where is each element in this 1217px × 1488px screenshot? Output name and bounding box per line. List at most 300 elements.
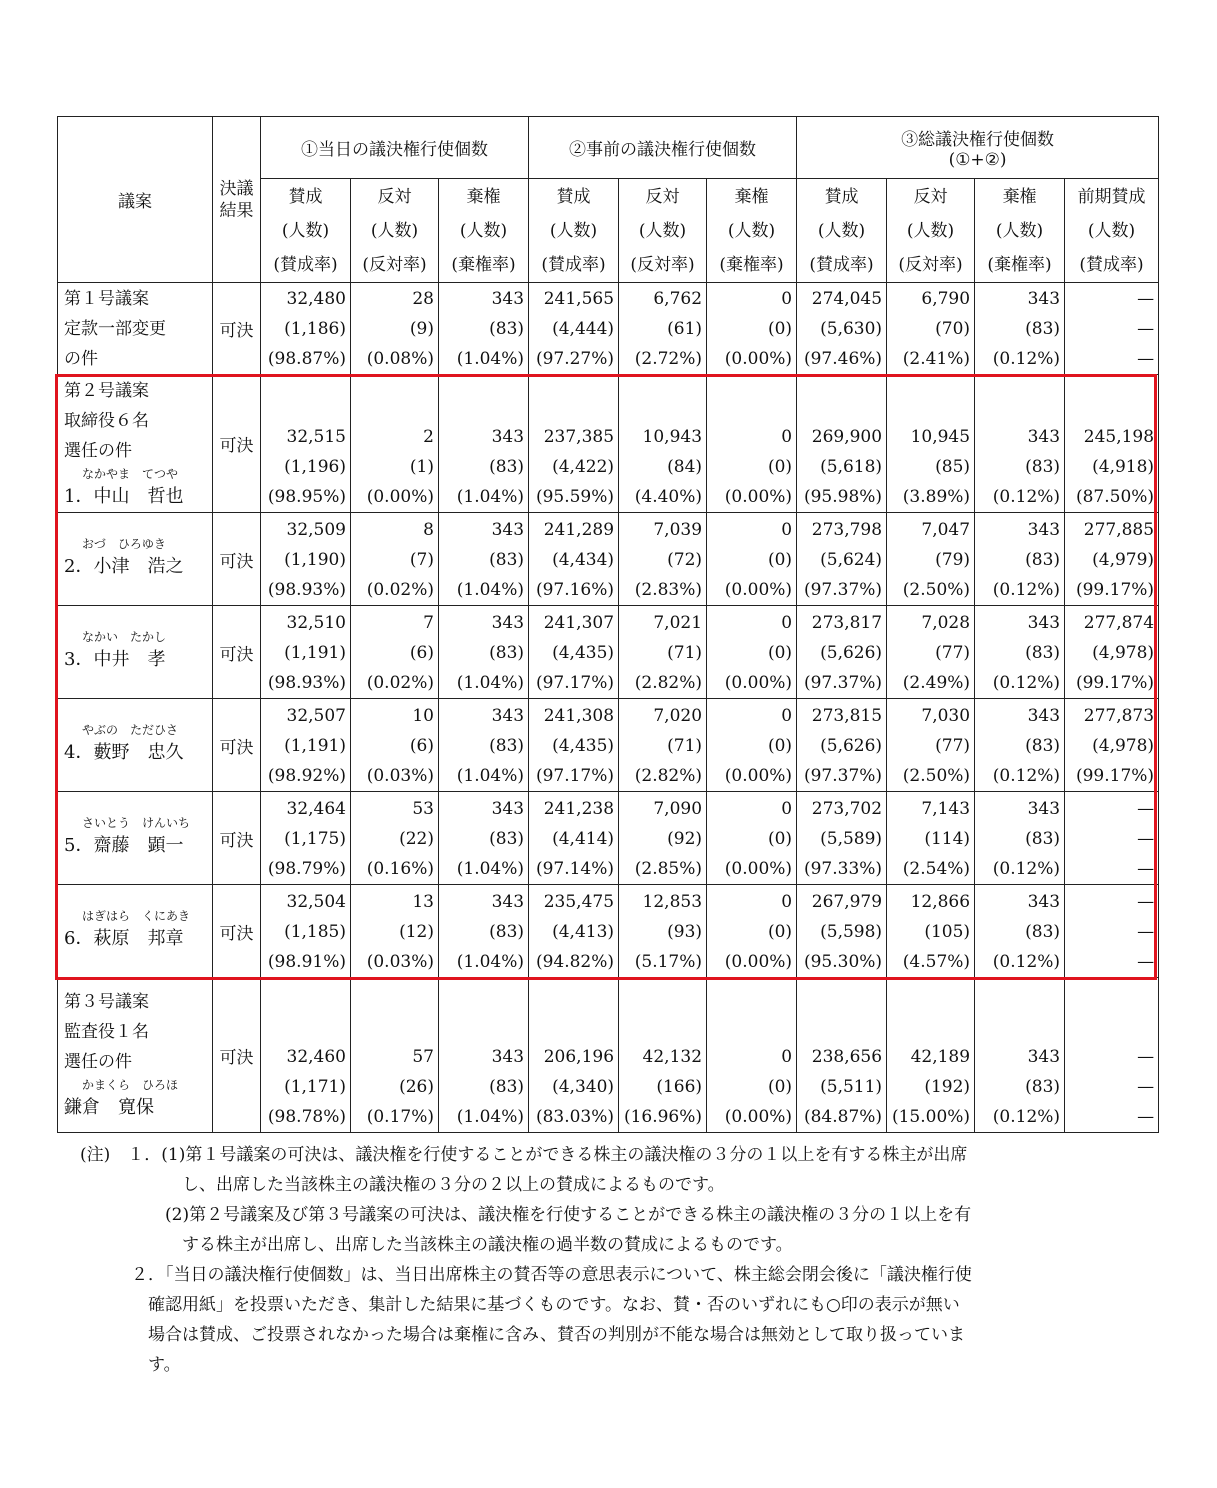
value-text: (0.02%) [366,580,434,600]
value-text: (1,190) [284,550,346,570]
value-cell [1065,792,1159,885]
value-cell [975,978,1065,1133]
value-text: (1.04%) [456,580,525,600]
value-text: (0.00%) [724,952,793,972]
value-text: (1.04%) [456,859,525,879]
value-text: (98.95%) [267,487,346,507]
name-reading: かまくら ひろほ [82,1078,179,1092]
value-cell [797,978,887,1133]
value-text: 241,307 [543,613,615,633]
candidate-name: 鎌倉 寛保 [64,1097,154,1118]
subheader-text: (人数) [459,220,508,241]
value-cell [529,513,619,606]
value-text: (98.79%) [267,859,346,879]
value-text: (4,435) [552,736,615,756]
subheader-text: (棄権率) [719,254,784,275]
header-group-advance: ②事前の議決権行使個数 [529,117,797,179]
value-text: 343 [1027,427,1061,447]
value-text: (0.00%) [724,673,793,693]
value-text: (1.04%) [456,487,525,507]
agenda-cell [58,283,213,375]
value-text: 343 [1027,613,1061,633]
subheader-against [887,179,975,283]
agenda-cell [58,699,213,792]
agenda-cell [58,375,213,513]
value-text: (84) [667,457,703,477]
value-text: (1.04%) [456,673,525,693]
table-row [58,375,1159,513]
table-row [58,699,1159,792]
value-cell [439,885,529,978]
value-cell [351,978,439,1133]
value-text: (97.27%) [535,349,615,369]
note-line: (2)第２号議案及び第３号議案の可決は、議決権を行使することができる株主の議決権の３分の１以上を有 [80,1205,972,1225]
value-text: (83) [1025,457,1061,477]
value-text: 6,762 [653,289,703,309]
value-cell [887,513,975,606]
value-cell [707,699,797,792]
value-text: (0) [767,922,793,942]
value-text: (5.17%) [634,952,703,972]
value-cell [529,978,619,1133]
value-text: (1,186) [284,319,346,339]
value-cell [1065,978,1159,1133]
subheader-text: (棄権率) [451,254,516,275]
value-cell [797,792,887,885]
value-text: (92) [667,829,703,849]
note-line: (注) １．(1)第１号議案の可決は、議決権を行使することができる株主の議決権の３分の１以上を有する株主が出席 [80,1145,968,1165]
value-text: (98.87%) [267,349,346,369]
subheader-against [351,179,439,283]
value-text: (83) [1025,829,1061,849]
value-cell [707,513,797,606]
value-text: 7,021 [653,613,703,633]
value-text: (79) [935,550,971,570]
value-text: 274,045 [811,289,883,309]
value-text: 12,853 [642,892,703,912]
subheader-text: 賛成 [288,186,323,207]
subheader-abstain [975,179,1065,283]
value-cell [975,375,1065,513]
value-text: (1.04%) [456,952,525,972]
voting-results-table [57,116,1159,1133]
value-text: (4,434) [552,550,615,570]
value-cell [707,606,797,699]
value-text: (95.98%) [803,487,883,507]
value-text: (83) [1025,643,1061,663]
header-result: 決議結果 [213,117,261,283]
value-text: 32,464 [286,799,346,819]
value-text: 42,189 [910,1047,971,1067]
value-text: (99.17%) [1075,580,1155,600]
value-text: (4,422) [552,457,615,477]
subheader-text: 棄権 [734,186,769,207]
value-cell [619,606,707,699]
value-text: (83) [1025,736,1061,756]
value-text: 343 [491,892,525,912]
value-text: (95.59%) [535,487,615,507]
value-cell [529,283,619,375]
subheader-abstain [707,179,797,283]
value-text: 7,028 [921,613,971,633]
value-text: (5,624) [820,550,883,570]
value-text: 235,475 [543,892,615,912]
value-text: (4,435) [552,643,615,663]
value-text: (77) [935,643,971,663]
subheader-text: (人数) [1087,220,1136,241]
value-cell [797,283,887,375]
agenda-label: 第２号議案 [64,380,149,401]
value-cell [707,792,797,885]
subheader-text: (人数) [906,220,955,241]
value-text: 267,979 [811,892,883,912]
candidate-name: 1．中山 哲也 [64,485,184,507]
value-cell [261,885,351,978]
value-cell [975,699,1065,792]
value-text: (98.78%) [267,1107,346,1127]
value-text: (5,598) [820,922,883,942]
value-text: (71) [667,643,703,663]
subheader-text: (人数) [549,220,598,241]
subheader-text: (反対率) [630,254,695,275]
value-text: (97.16%) [535,580,615,600]
value-cell [707,375,797,513]
subheader-text: (人数) [727,220,776,241]
value-text: (6) [409,736,434,756]
value-text: — [1137,799,1155,819]
value-cell [619,375,707,513]
result-cell: 可決 [213,978,261,1133]
value-text: (0.12%) [992,766,1061,786]
subheader-text: (賛成率) [809,254,874,275]
value-cell [439,283,529,375]
value-text: (0.12%) [992,673,1061,693]
value-text: 0 [781,1047,793,1067]
value-text: 241,238 [543,799,615,819]
value-text: (97.37%) [803,580,883,600]
value-text: (83) [1025,319,1061,339]
header-group-total [797,117,1159,179]
value-text: (83) [1025,922,1061,942]
value-cell [351,606,439,699]
table-row [58,792,1159,885]
value-cell [351,513,439,606]
value-text: (4,444) [552,319,615,339]
subheader-text: 前期賛成 [1077,186,1146,207]
name-reading: なかやま てつや [82,466,179,481]
value-text: 343 [491,799,525,819]
value-text: (0.00%) [724,1107,793,1127]
value-text: 238,656 [811,1047,883,1067]
value-text: (15.00%) [891,1107,971,1127]
value-text: (4,978) [1092,643,1155,663]
value-text: 57 [412,1047,434,1067]
value-text: (83) [489,643,525,663]
value-text: (5,630) [820,319,883,339]
value-text: (4,413) [552,922,615,942]
value-text: (22) [399,829,434,849]
value-text: 10 [412,706,434,726]
value-cell [619,978,707,1133]
value-text: (0) [767,319,793,339]
value-cell [887,283,975,375]
candidate-name: 5．齋藤 顕一 [64,835,184,856]
value-text: (97.17%) [535,673,615,693]
value-text: — [1137,922,1155,942]
value-text: 53 [412,799,434,819]
value-text: 7,020 [653,706,703,726]
value-text: (95.30%) [803,952,883,972]
value-text: — [1137,349,1155,369]
value-text: (4,978) [1092,736,1155,756]
value-text: (83) [489,829,525,849]
value-text: (0.00%) [724,580,793,600]
value-text: — [1137,1047,1155,1067]
subheader-text: (賛成率) [273,254,338,275]
value-text: (97.33%) [803,859,883,879]
value-cell [1065,375,1159,513]
value-text: 269,900 [811,427,883,447]
value-text: (98.93%) [267,580,346,600]
value-cell [887,885,975,978]
value-text: 6,790 [921,289,971,309]
value-cell [619,885,707,978]
value-text: 245,198 [1083,427,1155,447]
candidate-name: 6．萩原 邦章 [64,928,184,949]
value-cell [439,699,529,792]
value-text: 273,815 [811,706,883,726]
value-cell [529,606,619,699]
note-line: 場合は賛成、ご投票されなかった場合は棄権に含み、賛否の判別が不能な場合は無効として取り扱っていま [80,1325,966,1345]
table-row [58,885,1159,978]
value-text: (0.00%) [724,766,793,786]
value-text: (2.50%) [902,766,971,786]
value-cell [797,606,887,699]
value-cell [261,699,351,792]
value-text: 32,460 [286,1047,346,1067]
subheader-text: 賛成 [824,186,859,207]
value-text: 0 [781,706,793,726]
value-text: 343 [1027,520,1061,540]
value-text: 241,565 [543,289,615,309]
agenda-label: 取締役６名 [64,410,149,431]
table-row [58,606,1159,699]
value-cell [1065,699,1159,792]
value-text: (2.82%) [634,673,703,693]
value-text: (0.12%) [992,349,1061,369]
value-cell [887,792,975,885]
subheader-text: 反対 [913,186,948,207]
value-text: (2.82%) [634,766,703,786]
value-text: (70) [935,319,971,339]
value-text: (83.03%) [535,1107,615,1127]
value-text: 237,385 [543,427,615,447]
value-text: 277,873 [1083,706,1155,726]
value-text: (1,191) [284,736,346,756]
value-cell [707,978,797,1133]
subheader-text: (人数) [281,220,330,241]
value-text: (97.17%) [535,766,615,786]
value-text: (0.00%) [724,859,793,879]
subheader-against [619,179,707,283]
subheader-for [797,179,887,283]
value-text: (97.37%) [803,766,883,786]
subheader-text: (人数) [817,220,866,241]
agenda-cell [58,885,213,978]
value-text: (105) [924,922,971,942]
value-text: (0.03%) [366,766,434,786]
value-text: (0.02%) [366,673,434,693]
subheader-text: 反対 [645,186,680,207]
value-cell [707,885,797,978]
value-text: (0.12%) [992,952,1061,972]
value-text: 7,030 [921,706,971,726]
value-text: (2.54%) [902,859,971,879]
subheader-text: (人数) [995,220,1044,241]
value-text: 343 [1027,289,1061,309]
agenda-label: の件 [64,348,98,369]
value-cell [797,375,887,513]
subheader-for [261,179,351,283]
agenda-label: 定款一部変更 [64,318,166,339]
value-text: (4,414) [552,829,615,849]
value-text: (0.08%) [366,349,434,369]
value-text: (0.03%) [366,952,434,972]
value-text: (114) [924,829,971,849]
value-text: (0) [767,736,793,756]
value-text: (1) [409,457,434,477]
value-cell [619,699,707,792]
value-cell [619,792,707,885]
value-text: (7) [409,550,434,570]
value-text: 343 [1027,799,1061,819]
value-text: (87.50%) [1075,487,1155,507]
value-cell [619,513,707,606]
value-text: (1,191) [284,643,346,663]
value-cell [351,792,439,885]
value-text: (9) [409,319,434,339]
value-text: 7,090 [653,799,703,819]
value-cell [529,375,619,513]
value-text: (0.16%) [366,859,434,879]
agenda-label: 第３号議案 [64,992,149,1012]
value-text: 241,289 [543,520,615,540]
value-text: (83) [489,922,525,942]
subheader-text: (反対率) [898,254,963,275]
value-cell [261,513,351,606]
value-cell [707,283,797,375]
value-cell [439,978,529,1133]
value-text: 277,885 [1083,520,1155,540]
subheader-abstain [439,179,529,283]
candidate-name: 2．小津 浩之 [64,556,184,577]
value-text: (83) [1025,1077,1061,1097]
value-text: (97.14%) [535,859,615,879]
value-text: 241,308 [543,706,615,726]
value-text: 7,039 [653,520,703,540]
value-cell [975,513,1065,606]
value-text: 32,504 [286,892,346,912]
value-text: (4.57%) [902,952,971,972]
table-row [58,283,1159,375]
value-text: (26) [399,1077,434,1097]
value-text: (83) [1025,550,1061,570]
value-text: — [1137,892,1155,912]
value-cell [439,606,529,699]
value-text: (0) [767,1077,793,1097]
agenda-cell [58,792,213,885]
value-cell [887,978,975,1133]
value-cell [1065,283,1159,375]
note-line: する株主が出席し、出席した当該株主の議決権の過半数の賛成によるものです。 [80,1235,793,1255]
result-cell: 可決 [213,885,261,978]
value-cell [975,792,1065,885]
value-cell [351,885,439,978]
value-text: (0.00%) [366,487,434,507]
value-text: (0) [767,550,793,570]
value-cell [619,283,707,375]
subheader-text: (棄権率) [987,254,1052,275]
value-text: — [1137,829,1155,849]
value-cell [1065,885,1159,978]
agenda-label: 選任の件 [64,1052,132,1072]
value-text: — [1137,1077,1155,1097]
value-text: (0.17%) [366,1107,434,1127]
header-group-total-line2: (①+②) [948,150,1007,170]
name-reading: やぶの ただひさ [82,723,179,737]
value-cell [261,792,351,885]
value-text: 343 [1027,1047,1061,1067]
agenda-cell [58,978,213,1133]
value-cell [261,606,351,699]
subheader-text: 賛成 [556,186,591,207]
value-cell [975,885,1065,978]
value-text: (99.17%) [1075,673,1155,693]
note-line: ２．「当日の議決権行使個数」は、当日出席株主の賛否等の意思表示について、株主総会閉会後に「議決権行使 [80,1265,972,1285]
agenda-cell [58,513,213,606]
value-text: 13 [412,892,434,912]
value-text: — [1137,859,1155,879]
value-text: 277,874 [1083,613,1155,633]
candidate-name: 3．中井 孝 [64,649,166,670]
value-text: 273,798 [811,520,883,540]
value-text: 206,196 [543,1047,615,1067]
value-text: (4,979) [1092,550,1155,570]
value-text: 32,509 [286,520,346,540]
value-text: 42,132 [642,1047,703,1067]
header-group-same-day: ①当日の議決権行使個数 [261,117,529,179]
name-reading: さいとう けんいち [82,816,191,830]
value-text: 343 [491,613,525,633]
value-text: (83) [489,457,525,477]
value-cell [351,375,439,513]
agenda-cell [58,606,213,699]
value-text: (5,589) [820,829,883,849]
agenda-label: 第１号議案 [64,288,149,309]
name-reading: おづ ひろゆき [82,537,166,551]
value-cell [975,606,1065,699]
value-text: (97.46%) [803,349,883,369]
value-text: (1,175) [284,829,346,849]
value-text: — [1137,1107,1155,1127]
value-text: (83) [489,550,525,570]
name-reading: はぎはら くにあき [82,909,191,923]
value-cell [1065,513,1159,606]
value-cell [261,283,351,375]
value-text: (83) [489,736,525,756]
value-text: (4.40%) [634,487,703,507]
value-text: (6) [409,643,434,663]
